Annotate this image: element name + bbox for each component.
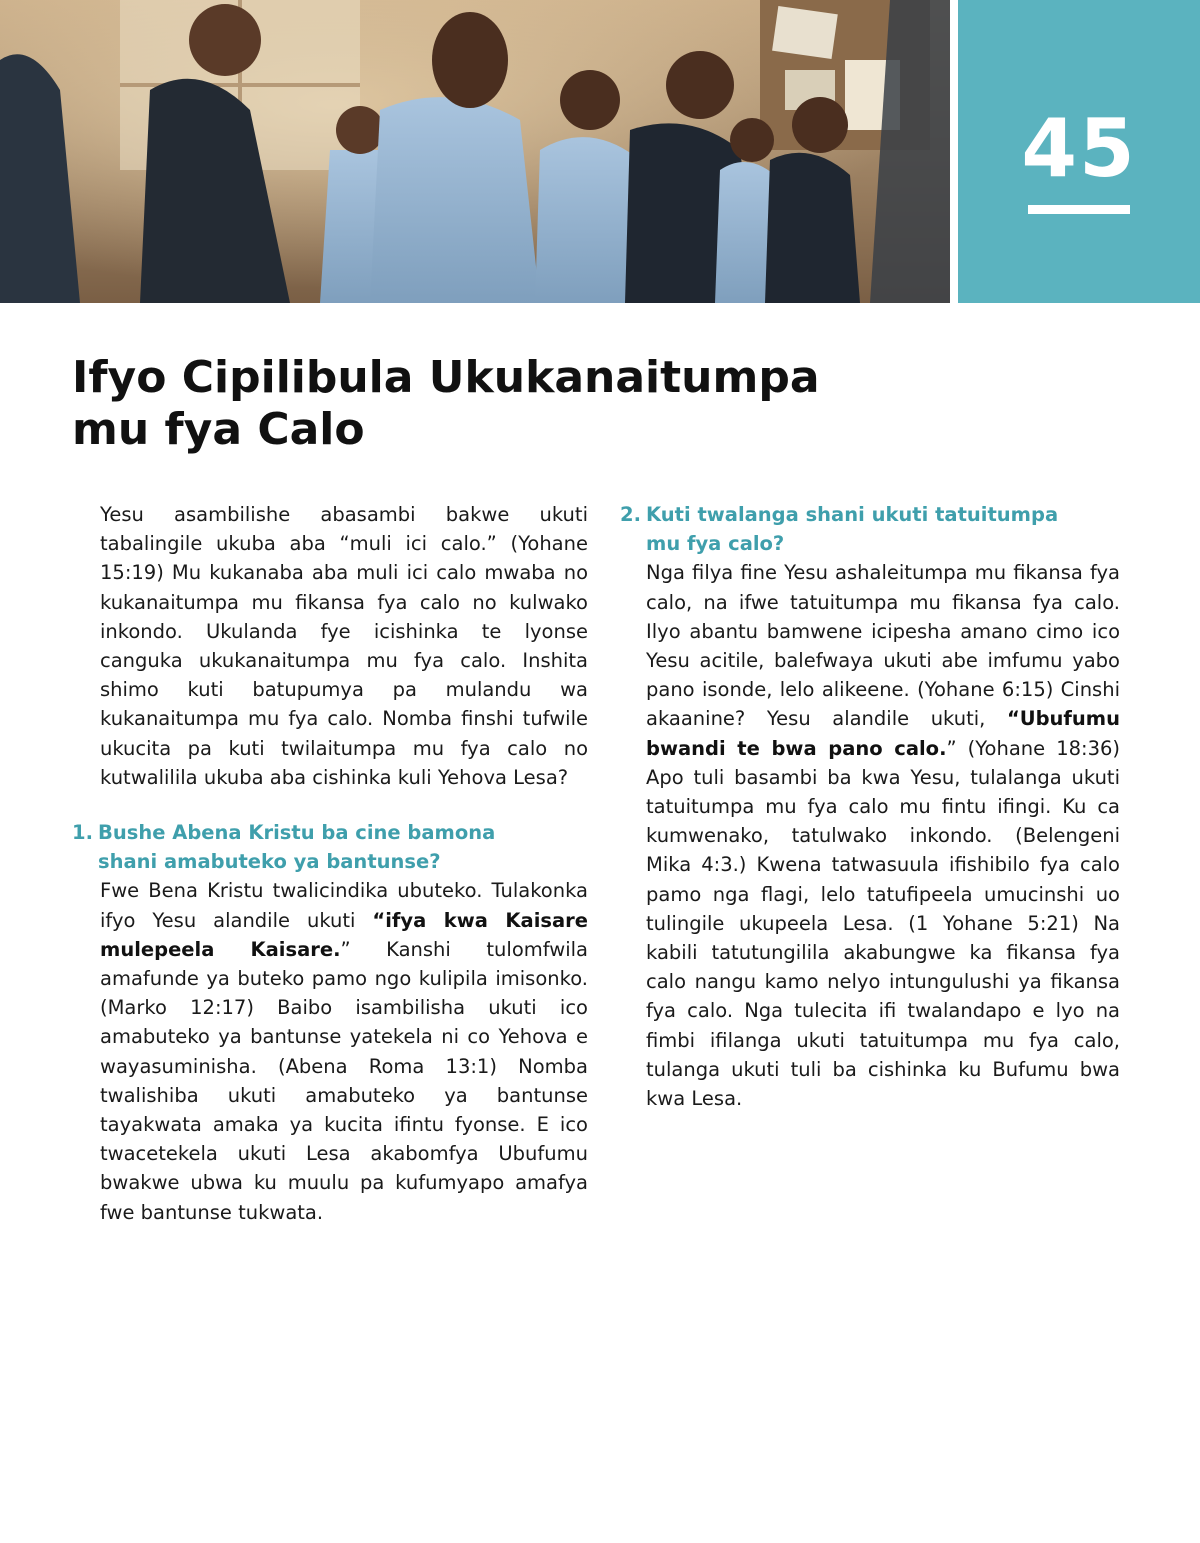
left-column xyxy=(72,500,588,1227)
classroom-photo-illustration xyxy=(0,0,950,303)
lesson-number-box xyxy=(958,0,1200,303)
section2-question-line1: Kuti twalanga shani ukuti tatuitumpa xyxy=(646,503,1059,526)
lesson-number: 45 xyxy=(1021,102,1137,195)
section1-question xyxy=(72,818,588,876)
section2-question xyxy=(620,500,1120,558)
page-title xyxy=(72,352,892,456)
section1-text-a: Fwe Bena Kristu twalicindika ubuteko. Tulakonka ifyo Yesu alandile ukuti xyxy=(100,879,588,932)
lesson-number-underline xyxy=(1028,205,1130,214)
section1-question-line1: Bushe Abena Kristu ba cine bamona xyxy=(98,821,496,845)
section2-bold-quote: “Ubufumu bwandi te bwa pano calo. xyxy=(646,707,1120,760)
section2-paragraph xyxy=(620,558,1120,1113)
section1-bold-quote: “ifya kwa Kaisare mulepeela Kaisare. xyxy=(100,908,588,961)
section2-text-a: Nga filya fine Yesu ashaleitumpa mu fikansa fya calo, na ifwe tatuitumpa mu fikansa fya calo. Ilyo abantu bamwene icipesha amano cimo ico Yesu acitile, balefwaya ukuti abe imfumu yabo pano isonde, lelo alikeene. (Yohane 6:15) Cinshi akaanine? Yesu alandile ukuti, xyxy=(646,561,1120,731)
section1-text-b: ” Kanshi tulomfwila amafunde ya buteko pamo ngo kulipila imisonko. (Marko 12:17) Baibo isambilisha ukuti ico amabuteko ya bantunse yatekela ni co Yehova e wayasuminisha. (Abena Roma 13:1) Nomba twalishiba ukuti amabuteko ya bantunse tayakwata amaka ya kucita ifintu fyonse. E ico twacetekela ukuti Lesa akabomfya Ubufumu bwakwe ubwa ku muulu pa kufumyapo amafya fwe bantunse tukwata. xyxy=(100,937,588,1224)
page-title-line2: mu fya Calo xyxy=(72,404,365,455)
section1-number: 1. xyxy=(72,821,93,845)
section2-question-line2: mu fya calo? xyxy=(646,532,785,556)
hero-photo xyxy=(0,0,950,303)
section1-paragraph xyxy=(72,876,588,1226)
section1-question-line2: shani amabuteko ya bantunse? xyxy=(98,850,441,874)
section2-number: 2. xyxy=(620,503,641,526)
intro-paragraph: Yesu asambilishe abasambi bakwe ukuti tabalingile ukuba aba “muli ici calo.” (Yohane 15:19) Mu kukanaba aba muli ici calo mwaba no kukanaitumpa mu fikansa fya calo no kulwako inkondo. Ukulanda fye icishinka te lyonse canguka ukukanaitumpa mu fya calo. Inshita shimo kuti batupumya pa mulandu wa kukanaitumpa mu fya calo. Nomba finshi tufwile ukucita pa kuti twilaitumpa mu fya calo no kutwalilila ukuba aba cishinka kuli Yehova Lesa? xyxy=(100,503,588,789)
section2-text-b: ” (Yohane 18:36) Apo tuli basambi ba kwa Yesu, tulalanga ukuti tatuitumpa mu fya calo mu fintu ifingi. Ku ca kumwenako, tatulwako inkondo. (Belengeni Mika 4:3.) Kwena tatwasuula ifishibilo fya calo pamo nga flagi, lelo tatufipeela umucinshi uo tulingile ukupeela Lesa. (1 Yohane 5:21) Na kabili tatutungilila akabungwe ka fikansa fya calo nangu kamo nelyo intungulushi ya fikansa fya calo. Nga tulecita ifi twalandapo e lyo na fimbi ifilanga ukuti tatuitumpa mu fya calo, tulanga ukuti tuli ba cishinka ku Bufumu bwa kwa Lesa. xyxy=(646,736,1121,1111)
right-column xyxy=(620,500,1120,1113)
page-title-line1: Ifyo Cipilibula Ukukanaitumpa xyxy=(72,352,820,403)
